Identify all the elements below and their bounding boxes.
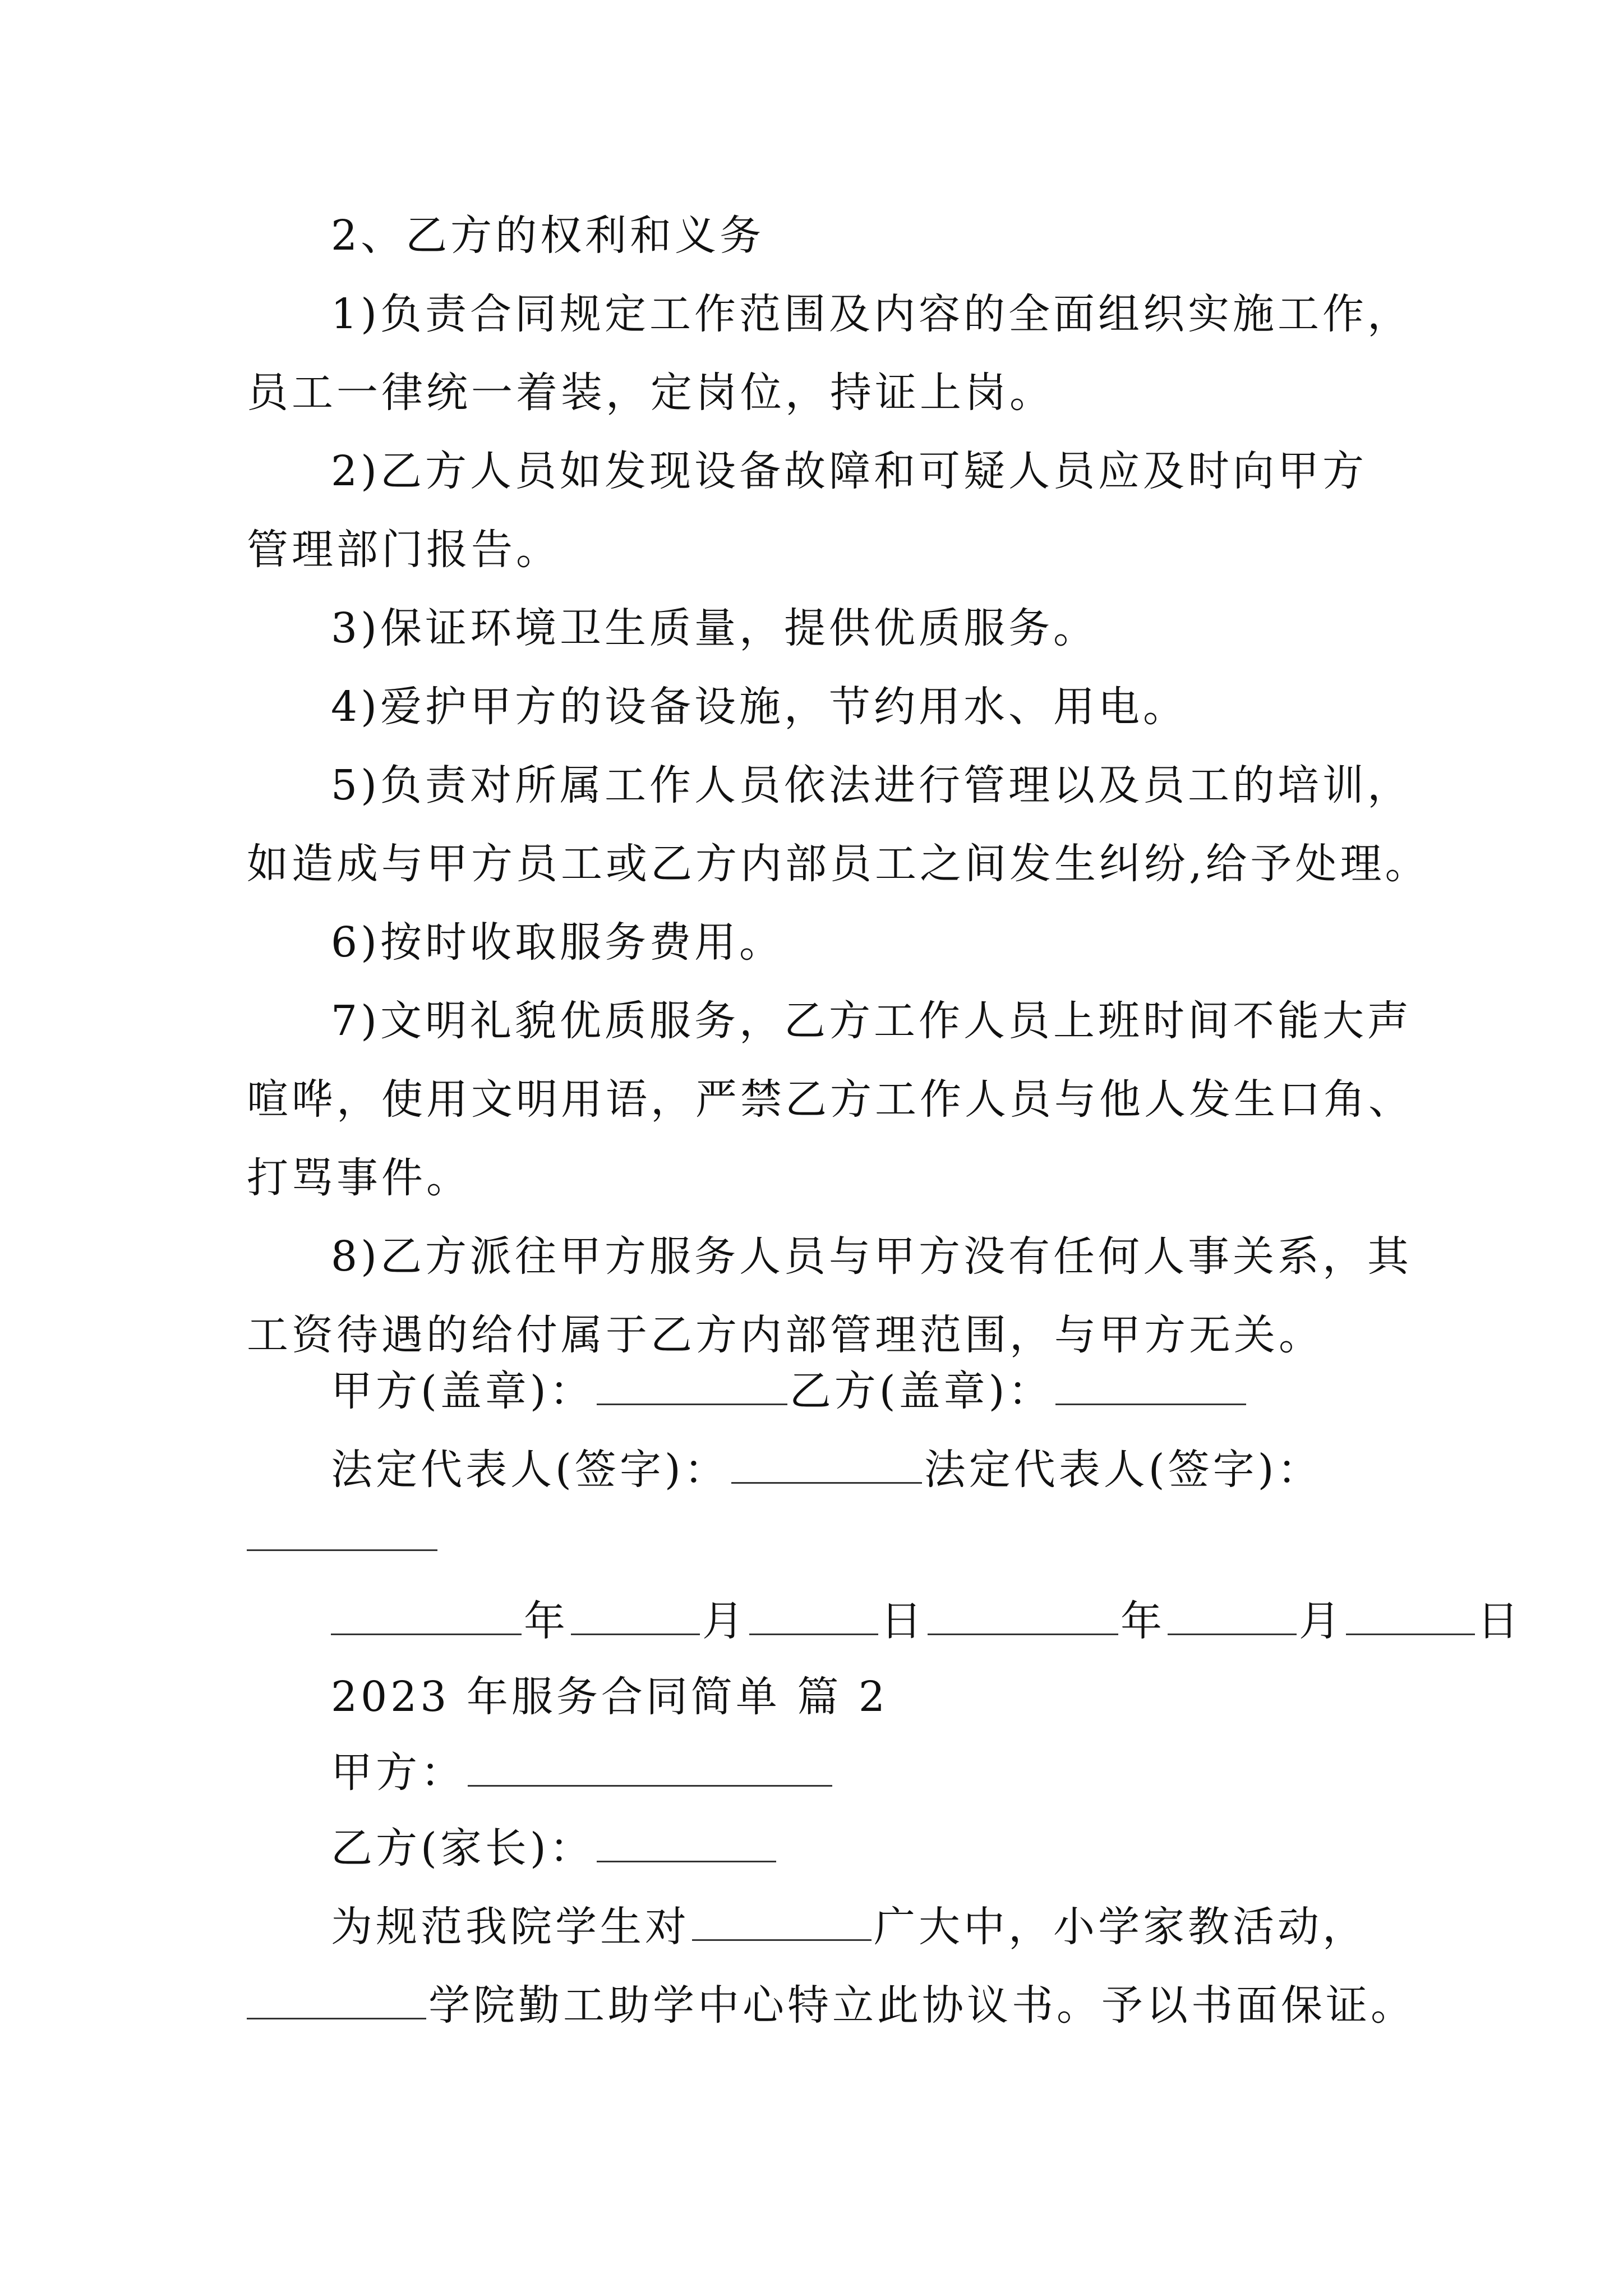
rep-b-blank-line xyxy=(247,1509,1402,1565)
item-8-line-1: 8)乙方派往甲方服务人员与甲方没有任何人事关系，其 xyxy=(331,1232,1412,1281)
date-b-month-blank[interactable] xyxy=(1168,1594,1297,1635)
item-7-line-3: 打骂事件。 xyxy=(247,1154,471,1202)
party-b-seal-blank[interactable] xyxy=(1055,1364,1246,1405)
party-a-seal-label: 甲方(盖章)： xyxy=(331,1367,594,1415)
item-2-line-1: 2)乙方人员如发现设备故障和可疑人员应及时向甲方 xyxy=(331,447,1367,495)
date-b-year-blank[interactable] xyxy=(928,1594,1118,1635)
date-a-day-blank[interactable] xyxy=(749,1594,878,1635)
party-a-blank[interactable] xyxy=(468,1746,832,1787)
body-line-2-blank[interactable] xyxy=(247,1978,426,2019)
body-line-2 xyxy=(247,1977,1415,2033)
item-1-line-2: 员工一律统一着装，定岗位，持证上岗。 xyxy=(247,369,1054,417)
date-a-month-blank[interactable] xyxy=(571,1594,700,1635)
rep-a-blank[interactable] xyxy=(731,1443,922,1484)
date-a-month-label: 月 xyxy=(702,1597,747,1645)
body-line-1-a: 为规范我院学生对 xyxy=(331,1903,690,1951)
body-line-1 xyxy=(331,1899,1402,1955)
body-line-1-b: 广大中，小学家教活动， xyxy=(874,1903,1367,1951)
date-b-day-label: 日 xyxy=(1477,1597,1522,1645)
date-a-year-blank[interactable] xyxy=(331,1594,522,1635)
item-1-line-1: 1)负责合同规定工作范围及内容的全面组织实施工作， xyxy=(331,290,1412,338)
item-2-line-2: 管理部门报告。 xyxy=(247,526,561,574)
date-line xyxy=(331,1593,1522,1649)
party-a-line xyxy=(331,1745,1402,1801)
item-5-line-1: 5)负责对所属工作人员依法进行管理以及员工的培训， xyxy=(331,761,1412,809)
date-b-day-blank[interactable] xyxy=(1346,1594,1475,1635)
date-a-day-label: 日 xyxy=(880,1597,925,1645)
item-3-line-1: 3)保证环境卫生质量，提供优质服务。 xyxy=(331,604,1098,652)
item-6-line-1: 6)按时收取服务费用。 xyxy=(331,918,784,967)
rep-b-label: 法定代表人(签字)： xyxy=(924,1446,1322,1494)
party-b-blank[interactable] xyxy=(597,1821,776,1862)
party-b-line xyxy=(331,1820,1402,1876)
item-8-line-2: 工资待遇的给付属于乙方内部管理范围，与甲方无关。 xyxy=(247,1311,1324,1359)
item-5-line-2: 如造成与甲方员工或乙方内部员工之间发生纠纷,给予处理。 xyxy=(247,840,1430,888)
item-4-line-1: 4)爱护甲方的设备设施，节约用水、用电。 xyxy=(331,683,1188,731)
seal-line xyxy=(331,1363,1402,1419)
party-a-seal-blank[interactable] xyxy=(597,1364,787,1405)
body-line-1-blank[interactable] xyxy=(692,1900,872,1941)
rep-b-blank[interactable] xyxy=(247,1510,437,1551)
section-heading: 2、乙方的权利和义务 xyxy=(331,211,765,260)
body-line-2-text: 学院勤工助学中心特立此协议书。予以书面保证。 xyxy=(428,1981,1415,2030)
date-b-year-label: 年 xyxy=(1121,1597,1165,1645)
second-contract-title: 2023 年服务合同简单 篇 2 xyxy=(331,1673,888,1721)
representative-line xyxy=(331,1442,1402,1498)
party-a-label: 甲方： xyxy=(331,1749,465,1797)
date-a-year-label: 年 xyxy=(524,1597,569,1645)
item-7-line-1: 7)文明礼貌优质服务，乙方工作人员上班时间不能大声 xyxy=(331,997,1412,1045)
rep-a-label: 法定代表人(签字)： xyxy=(331,1446,729,1494)
item-7-line-2: 喧哗，使用文明用语，严禁乙方工作人员与他人发生口角、 xyxy=(247,1075,1413,1124)
party-b-seal-label: 乙方(盖章)： xyxy=(789,1367,1053,1415)
date-b-month-label: 月 xyxy=(1299,1597,1344,1645)
party-b-label: 乙方(家长)： xyxy=(331,1824,594,1872)
